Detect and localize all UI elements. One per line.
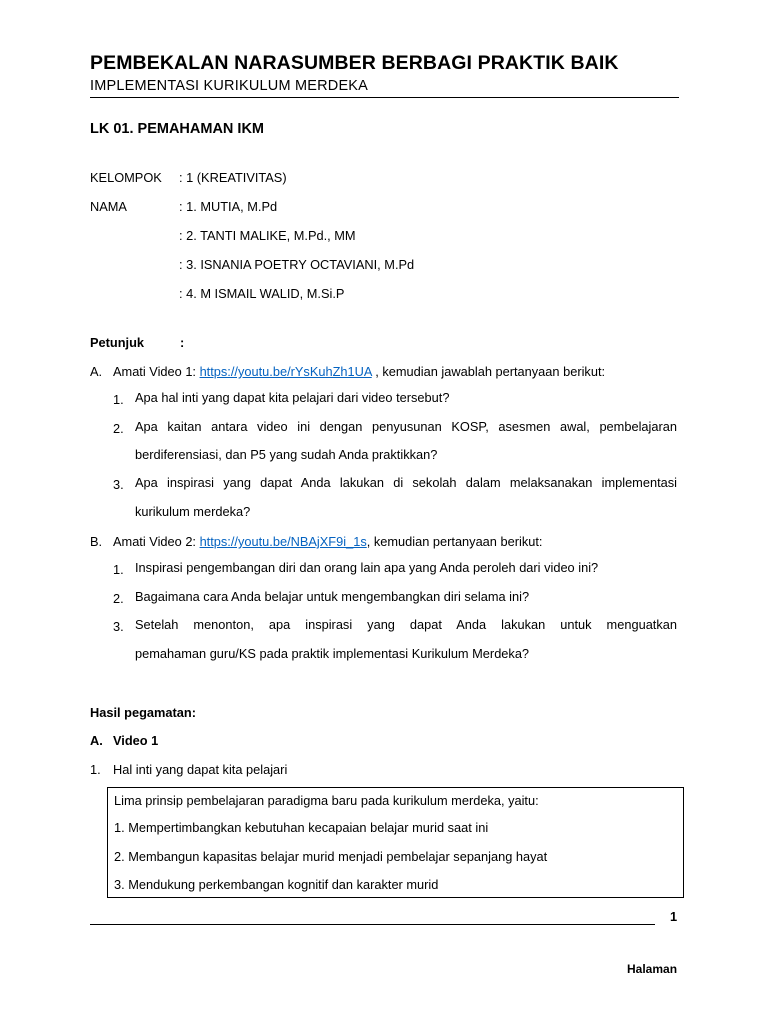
video-1-marker: A. <box>90 733 103 748</box>
page-label: Halaman <box>627 962 678 976</box>
section-b-instruction <box>113 534 542 550</box>
answer-box <box>107 787 684 898</box>
section-a-instruction <box>113 364 605 380</box>
qb2-number: 2. <box>113 591 124 606</box>
section-a-suffix: , kemudian jawablah pertanyaan berikut: <box>371 364 606 379</box>
video-2-link[interactable]: https://youtu.be/NBAjXF9i_1s <box>199 534 367 549</box>
section-a-prefix: Amati Video 1: <box>113 364 200 379</box>
document-subtitle: IMPLEMENTASI KURIKULUM MERDEKA <box>90 78 369 94</box>
qa1-text: Apa hal inti yang dapat kita pelajari dari video tersebut? <box>135 390 450 405</box>
kelompok-value: : 1 (KREATIVITAS) <box>179 170 287 185</box>
member-3: : 3. ISNANIA POETRY OCTAVIANI, M.Pd <box>179 257 415 272</box>
hasil-label: Hasil pegamatan: <box>90 705 196 720</box>
document-title: PEMBEKALAN NARASUMBER BERBAGI PRAKTIK BAIK <box>90 52 619 74</box>
section-b-prefix: Amati Video 2: <box>113 534 200 549</box>
nama-label: NAMA <box>90 199 127 214</box>
video-1-heading: Video 1 <box>113 733 159 748</box>
qb3-line2: pemahaman guru/KS pada praktik implementasi Kurikulum Merdeka? <box>135 646 530 661</box>
hasil-item-number: 1. <box>90 762 101 777</box>
qa2-line1: Apa kaitan antara video ini dengan penyusunan KOSP, asesmen awal, pembelajaran <box>135 419 677 434</box>
footer-divider <box>90 924 655 925</box>
answer-line-4: 3. Mendukung perkembangan kognitif dan karakter murid <box>114 877 439 892</box>
hasil-item-text: Hal inti yang dapat kita pelajari <box>113 762 288 777</box>
member-4: : 4. M ISMAIL WALID, M.Si.P <box>179 286 345 301</box>
qa3-line2: kurikulum merdeka? <box>135 504 251 519</box>
section-b-suffix: , kemudian pertanyaan berikut: <box>366 534 543 549</box>
member-2: : 2. TANTI MALIKE, M.Pd., MM <box>179 228 356 243</box>
petunjuk-colon: : <box>180 335 185 350</box>
qb3-line1: Setelah menonton, apa inspirasi yang dapat Anda lakukan untuk menguatkan <box>135 617 677 632</box>
qb1-text: Inspirasi pengembangan diri dan orang lain apa yang Anda peroleh dari video ini? <box>135 560 599 575</box>
qa1-number: 1. <box>113 392 124 407</box>
qb1-number: 1. <box>113 562 124 577</box>
kelompok-label: KELOMPOK <box>90 170 162 185</box>
answer-line-3: 2. Membangun kapasitas belajar murid menjadi pembelajar sepanjang hayat <box>114 849 548 864</box>
section-a-marker: A. <box>90 364 103 379</box>
member-1: : 1. MUTIA, M.Pd <box>179 199 278 214</box>
answer-line-1: Lima prinsip pembelajaran paradigma baru pada kurikulum merdeka, yaitu: <box>114 793 539 808</box>
qa3-line1: Apa inspirasi yang dapat Anda lakukan di sekolah dalam melaksanakan implementasi <box>135 475 677 490</box>
header-divider <box>90 97 679 98</box>
worksheet-title: LK 01. PEMAHAMAN IKM <box>90 121 265 137</box>
qa3-number: 3. <box>113 477 124 492</box>
page-number: 1 <box>670 909 678 924</box>
qa2-number: 2. <box>113 421 124 436</box>
answer-line-2: 1. Mempertimbangkan kebutuhan kecapaian belajar murid saat ini <box>114 820 489 835</box>
qb2-text: Bagaimana cara Anda belajar untuk mengembangkan diri selama ini? <box>135 589 530 604</box>
petunjuk-label: Petunjuk <box>90 335 145 350</box>
video-1-link[interactable]: https://youtu.be/rYsKuhZh1UA <box>199 364 372 379</box>
section-b-marker: B. <box>90 534 103 549</box>
qb3-number: 3. <box>113 619 124 634</box>
qa2-line2: berdiferensiasi, dan P5 yang sudah Anda praktikkan? <box>135 447 438 462</box>
